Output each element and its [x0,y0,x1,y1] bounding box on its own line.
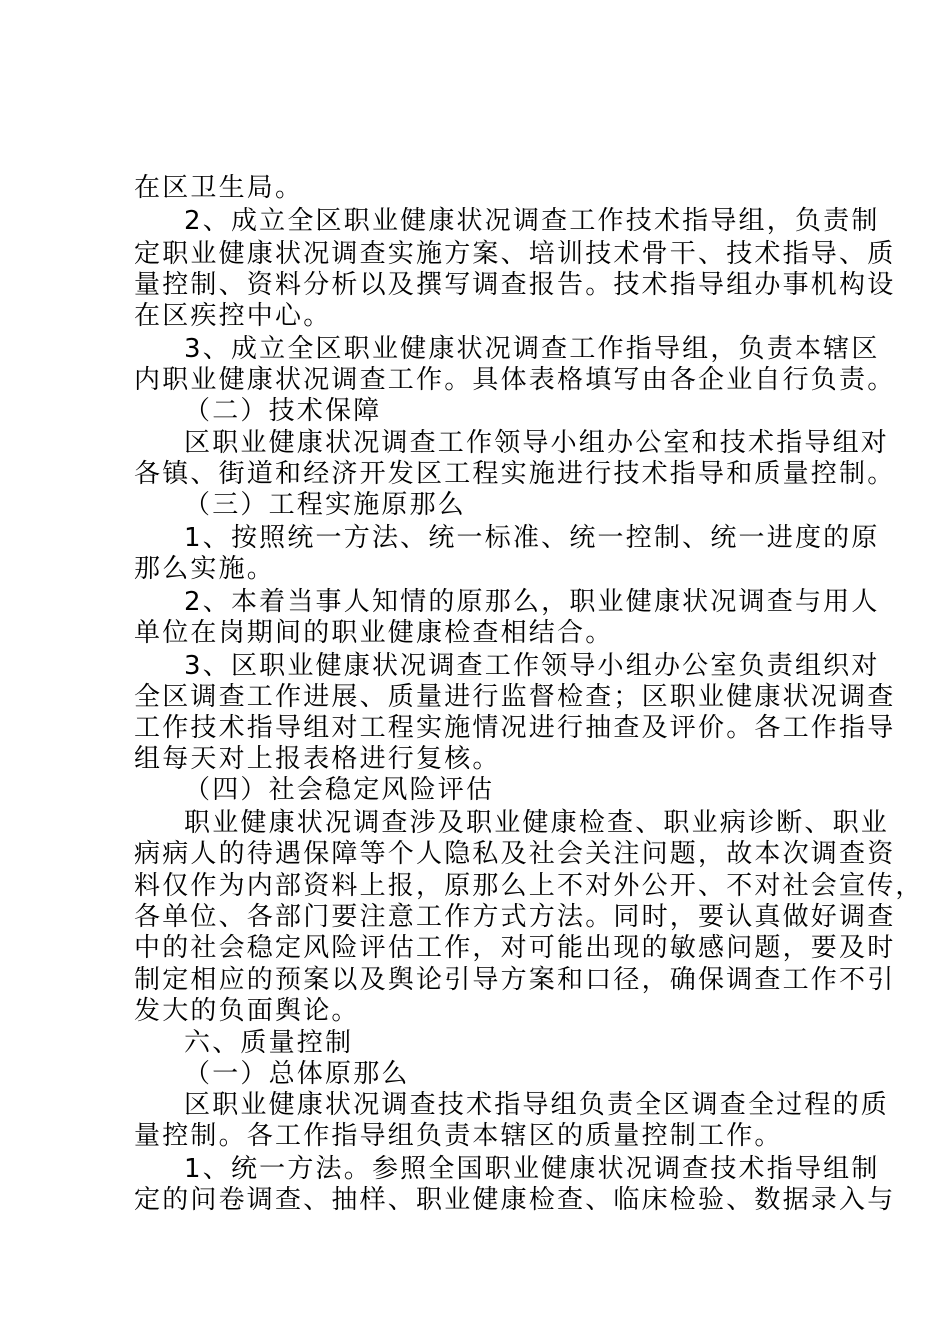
text-line: 发大的负面舆论。 [134,996,360,1026]
text-line: 1、按照统一方法、统一标准、统一控制、统一进度的原 [184,523,880,553]
text-line: 单位在岗期间的职业健康检查相结合。 [134,618,614,648]
text-line: 料仅作为内部资料上报，原那么上不对外公开、不对社会宣传， [134,871,924,901]
text-line: 那么实施。 [134,554,276,584]
text-line: 在区卫生局。 [134,173,304,203]
text-line: 内职业健康状况调查工作。具体表格填写由各企业自行负责。 [134,365,896,395]
text-line: 组每天对上报表格进行复核。 [134,744,501,774]
text-line: 2、成立全区职业健康状况调查工作技术指导组，负责制 [184,206,880,236]
text-line: 区职业健康状况调查工作领导小组办公室和技术指导组对 [184,428,890,458]
section-heading: （一）总体原那么 [184,1059,410,1089]
text-line: 量控制。各工作指导组负责本辖区的质量控制工作。 [134,1121,783,1151]
text-line: 工作技术指导组对工程实施情况进行抽查及评价。各工作指导 [134,713,896,743]
text-line: 3、区职业健康状况调查工作领导小组办公室负责组织对 [184,651,880,681]
text-line: 各镇、街道和经济开发区工程实施进行技术指导和质量控制。 [134,459,896,489]
text-line: 各单位、各部门要注意工作方式方法。同时，要认真做好调查 [134,902,896,932]
text-line: 3、成立全区职业健康状况调查工作指导组，负责本辖区 [184,334,880,364]
text-line: 定的问卷调查、抽样、职业健康检查、临床检验、数据录入与 [134,1185,896,1215]
text-line: 在区疾控中心。 [134,301,332,331]
text-line: 制定相应的预案以及舆论引导方案和口径，确保调查工作不引 [134,965,896,995]
section-heading: 六、质量控制 [184,1028,354,1058]
text-line: 中的社会稳定风险评估工作，对可能出现的敏感问题，要及时 [134,933,896,963]
text-line: 1、统一方法。参照全国职业健康状况调查技术指导组制 [184,1154,880,1184]
text-line: 量控制、资料分析以及撰写调查报告。技术指导组办事机构设 [134,270,896,300]
text-line: 病病人的待遇保障等个人隐私及社会关注问题，故本次调查资 [134,839,896,869]
text-line: 全区调查工作进展、质量进行监督检查；区职业健康状况调查 [134,682,896,712]
section-heading: （四）社会稳定风险评估 [184,775,495,805]
text-line: 定职业健康状况调查实施方案、培训技术骨干、技术指导、质 [134,239,896,269]
text-line: 区职业健康状况调查技术指导组负责全区调查全过程的质 [184,1090,890,1120]
text-line: 2、本着当事人知情的原那么，职业健康状况调查与用人 [184,587,880,617]
section-heading: （三）工程实施原那么 [184,490,467,520]
text-line: 职业健康状况调查涉及职业健康检查、职业病诊断、职业 [184,808,890,838]
section-heading: （二）技术保障 [184,396,382,426]
